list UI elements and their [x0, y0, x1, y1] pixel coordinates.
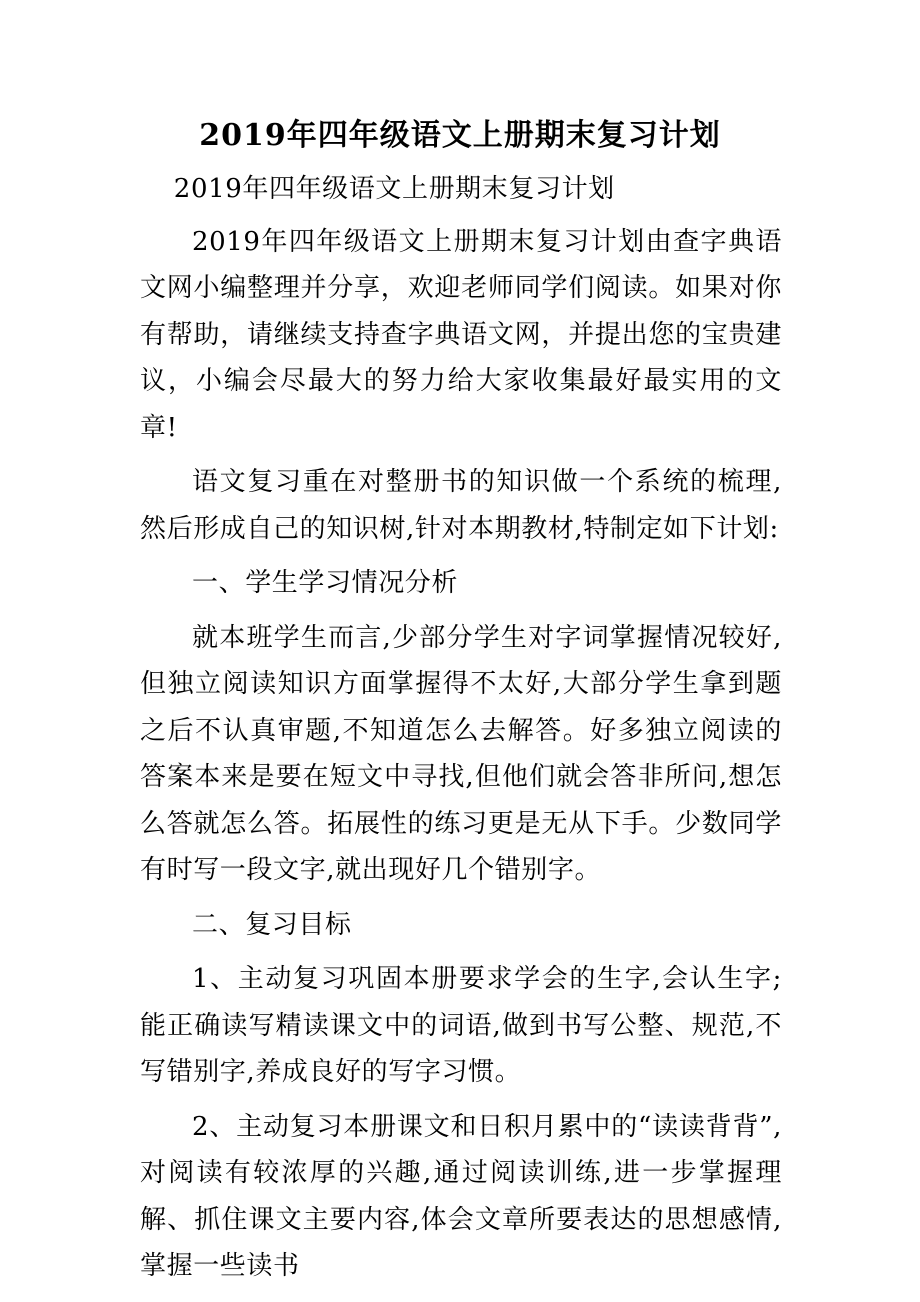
section-heading-goals: 二、复习目标	[192, 909, 352, 940]
goal-item-2: 2、主动复习本册课文和日积月累中的“读读背背”,对阅读有较浓厚的兴趣,通过阅读训练,进一步掌握理解、抓住课文主要内容,体会文章所要表达的思想感情,掌握一些读书	[140, 1111, 782, 1281]
intro-paragraph: 2019年四年级语文上册期末复习计划由查字典语文网小编整理并分享，欢迎老师同学们阅读。如果对你有帮助，请继续支持查字典语文网，并提出您的宝贵建议，小编会尽最大的努力给大家收集最好最实用的文章!	[140, 226, 782, 443]
subtitle-paragraph: 2019年四年级语文上册期末复习计划	[173, 174, 615, 204]
document-body	[140, 166, 782, 1298]
section-heading-analysis: 一、学生学习情况分析	[192, 568, 459, 598]
analysis-paragraph: 就本班学生而言,少部分学生对字词掌握情况较好,但独立阅读知识方面掌握得不太好,大部分学生拿到题之后不认真审题,不知道怎么去解答。好多独立阅读的答案本来是要在短文中寻找,但他们就会答非所问,想怎么答就怎么答。拓展性的练习更是无从下手。少数同学有时写一段文字,就出现好几个错别字。	[140, 622, 782, 885]
review-focus-paragraph: 语文复习重在对整册书的知识做一个系统的梳理,然后形成自己的知识树,针对本期教材,特制定如下计划:	[140, 467, 782, 544]
document-title: 2019年四年级语文上册期末复习计划	[199, 118, 721, 153]
goal-item-1: 1、主动复习巩固本册要求学会的生字,会认生字;能正确读写精读课文中的词语,做到书写公整、规范,不写错别字,养成良好的写字习惯。	[140, 964, 782, 1087]
